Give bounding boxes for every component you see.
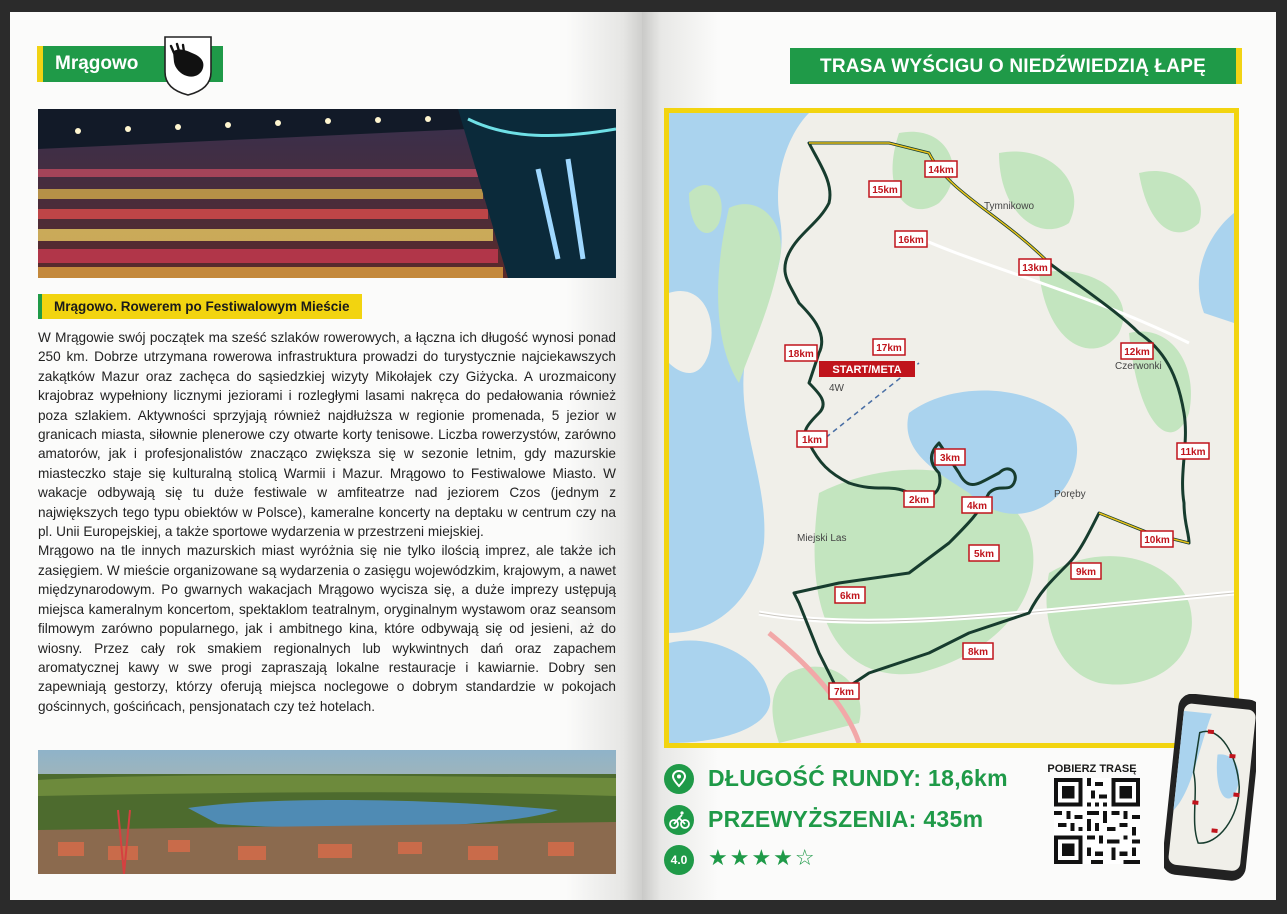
svg-text:1km: 1km	[801, 435, 823, 446]
town-label: Mrągowo	[55, 53, 139, 74]
place-czerwonki: Czerwonki	[1115, 361, 1162, 372]
place-tymnikowo: Tymnikowo	[984, 201, 1035, 212]
km-marker-10	[1141, 531, 1173, 547]
km-marker-18	[785, 345, 817, 361]
phone-map-preview-icon	[1164, 694, 1256, 882]
km-marker-16	[895, 231, 927, 247]
difficulty-stars: ★★★★☆	[708, 846, 817, 871]
elevation-label: PRZEWYŻSZENIA: 435m	[708, 806, 984, 832]
km-marker-11	[1177, 443, 1209, 459]
km-marker-14	[925, 161, 957, 177]
route-title: TRASA WYŚCIGU O NIEDŹWIEDZIĄ ŁAPĘ	[790, 48, 1242, 84]
svg-text:13km: 13km	[1022, 263, 1048, 274]
bear-paw-crest-icon	[162, 34, 214, 96]
km-marker-6	[835, 587, 865, 603]
qr-code-icon[interactable]	[1054, 778, 1140, 864]
section-title: Mrągowo. Rowerem po Festiwalowym Mieście	[38, 294, 362, 319]
paragraph-1: W Mrągowie swój początek ma sześć szlaków rowerowych, a łączna ich długość wynosi ponad 250 km. Dobrze utrzymana rowerowa infrastruktura prowadzi do turystycznie najciekawszych zakątków Mazur oraz zachęca do sąsiedzkiej wizyty Mikołajek czy Giżycka. A urozmaicony krajobraz wypełniony licznymi jeziorami i rozległymi lasami nakręca do pedałowania również poza szlakiem. Aktywności sprzyjają również najdłuższa w regionie promenada, 5 jezior w granicach miasta, siłownie plenerowe czy otwarte korty tenisowe. Liczba rowerzystów, zarówno amatorów, jak i profesjonalistów znacząco zwiększa się w sezonie letnim, gdy mazurskie miasteczko staje się kulturalną stolicą Warmii i Mazur. Mrągowo to Festiwalowe Miasto. W wakacje odbywają się tu duże festiwale w amfiteatrze nad jeziorem Czos (jednym z największych tego typu obiektów w Polsce), kameralne koncerty na deptaku w centrum czy na pl. Unii Europejskiej, a także sportowe wydarzenia w przestrzeni miejskiej.	[38, 330, 616, 540]
km-marker-12	[1121, 343, 1153, 359]
svg-text:4km: 4km	[966, 501, 988, 512]
svg-text:8km: 8km	[967, 647, 989, 658]
route-map[interactable]	[664, 108, 1239, 748]
svg-text:18km: 18km	[788, 349, 814, 360]
paragraph-2: Mrągowo na tle innych mazurskich miast wyróżnia się nie tylko ilością imprez, ale także ich zasięgiem. W mieście organizowane są wydarzenia o zasięgu wojewódzkim, krajowym, a nawet międzynarodowym. Po gwarnych wakacjach Mrągowo wycisza się, a duże imprezy ustępują miejsca kameralnym koncertom, spektaklom teatralnym, oryginalnym wystawom oraz seansom filmowym zarówno popularnego, jak i ambitnego kina, które odbywają się od jesieni, aż do wiosny. Przez cały rok smakiem regionalnych lub wykwintnych dań oraz zapachem aromatycznej kawy w swe progi zapraszają lokalne restauracje i kawiarnie. Dobry sen zapewniają gestorzy, którzy oferują miejsca noclegowe o dobrym standardzie w pokojach gościnnych, gościńcach, pensjonatach czy też hotelach.	[38, 543, 616, 714]
svg-text:10km: 10km	[1144, 535, 1170, 546]
km-marker-9	[1071, 563, 1101, 579]
qr-label: POBIERZ TRASĘ	[1047, 763, 1137, 775]
start-finish-marker	[819, 361, 915, 377]
svg-text:3km: 3km	[939, 453, 961, 464]
km-marker-4	[962, 497, 992, 513]
svg-text:12km: 12km	[1124, 347, 1150, 358]
km-marker-7	[829, 683, 859, 699]
brochure-spread	[10, 12, 1276, 900]
place-miejski-las: Miejski Las	[797, 533, 847, 544]
svg-text:7km: 7km	[833, 687, 855, 698]
svg-text:15km: 15km	[872, 185, 898, 196]
right-page	[642, 12, 1276, 900]
km-marker-3	[935, 449, 965, 465]
km-marker-15	[869, 181, 901, 197]
amphitheatre-photo	[38, 109, 616, 278]
km-marker-1	[797, 431, 827, 447]
place-poreby: Poręby	[1054, 489, 1086, 500]
svg-text:9km: 9km	[1075, 567, 1097, 578]
svg-text:11km: 11km	[1180, 447, 1206, 458]
svg-text:16km: 16km	[898, 235, 924, 246]
svg-text:5km: 5km	[973, 549, 995, 560]
svg-text:17km: 17km	[876, 343, 902, 354]
svg-text:2km: 2km	[908, 495, 930, 506]
km-marker-13	[1019, 259, 1051, 275]
left-page	[10, 12, 642, 900]
km-marker-17	[873, 339, 905, 355]
difficulty-badge: 4.0	[664, 845, 694, 875]
town-aerial-photo	[38, 750, 616, 874]
svg-text:START/META: START/META	[832, 364, 902, 376]
road-label: 4W	[829, 383, 844, 394]
svg-text:14km: 14km	[928, 165, 954, 176]
svg-text:6km: 6km	[839, 591, 861, 602]
cyclist-uphill-icon	[664, 805, 694, 835]
km-marker-8	[963, 643, 993, 659]
length-label: DŁUGOŚĆ RUNDY: 18,6km	[708, 765, 1008, 791]
km-marker-5	[969, 545, 999, 561]
km-marker-2	[904, 491, 934, 507]
article-body	[38, 328, 616, 716]
route-pin-icon	[664, 764, 694, 794]
